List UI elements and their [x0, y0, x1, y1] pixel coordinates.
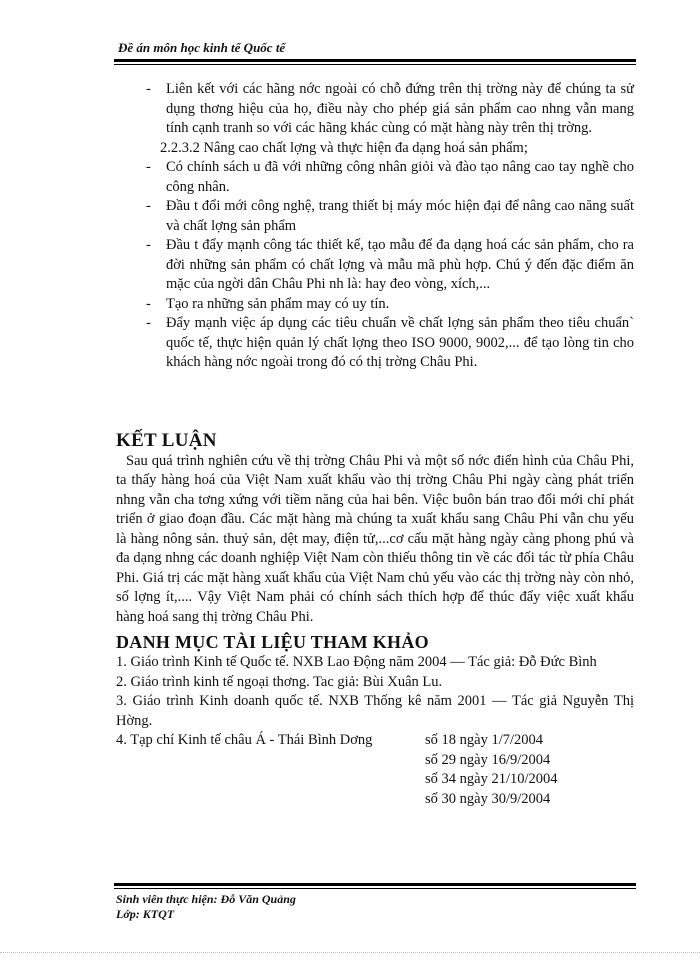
- bullet-text: Đầu t đẩy mạnh công tác thiết kế, tạo mẫu để đa dạng hoá các sản phẩm, cho ra đời những sản phẩm có chất lợng và mẫu mã phù hợp. Chú ý đến đặc điểm ăn mặc của ngời dân Châu Phi nh là: hay đeo vòng, xích,...: [166, 237, 634, 292]
- bullet-item: [116, 236, 634, 295]
- bullet-item: [116, 80, 634, 139]
- footer-author: Sinh viên thực hiện: Đỗ Văn Quảng: [116, 892, 296, 906]
- bullet-dash: -: [146, 295, 151, 312]
- header-rule: [114, 59, 636, 62]
- reference-item: 3. Giáo trình Kinh doanh quốc tế. NXB Thống kê năm 2001 — Tác giả Nguyễn Thị Hờng.: [116, 693, 634, 729]
- page-bottom-dotted-line: [0, 952, 700, 953]
- bullet-text: Đầu t đổi mới công nghệ, trang thiết bị máy móc hiện đại để nâng cao năng suất và chất lợng sản phẩm: [166, 198, 634, 234]
- magazine-issue: số 34 ngày 21/10/2004: [425, 771, 558, 787]
- document-header-title: Đề án môn học kinh tế Quốc tế: [118, 40, 286, 55]
- header-rule-thin: [114, 64, 636, 65]
- bullet-text: Có chính sách u đã với những công nhân giỏi và đào tạo nâng cao tay nghề cho công nhân.: [166, 159, 634, 195]
- references-heading: DANH MỤC TÀI LIỆU THAM KHẢO: [116, 632, 429, 652]
- bullet-text: Liên kết với các hãng nớc ngoài có chỗ đứng trên thị trờng này để chúng ta sử dụng thơng hiệu của họ, điều này cho phép giá sản phẩm cao nhng vẫn mang tính cạnh tranh so với các hãng khác cùng có mặt hàng này trên thị trờng.: [166, 81, 634, 136]
- reference-magazine-row: [116, 790, 634, 810]
- section-subheading: 2.2.3.2 Nâng cao chất lợng và thực hiện đa dạng hoá sản phẩm;: [160, 139, 528, 156]
- reference-item: 2. Giáo trình kinh tế ngoại thơng. Tac giả: Bùi Xuân Lu.: [116, 673, 443, 690]
- bullet-text: Đẩy mạnh việc áp dụng các tiêu chuẩn về chất lợng sản phẩm theo tiêu chuẩn` quốc tế, thực hiện quản lý chất lợng theo ISO 9000, 9002,... để tạo lòng tin cho khách hàng nớc ngoài trong đó có thị trờng Châu Phi.: [166, 315, 634, 370]
- reference-item: 1. Giáo trình Kinh tế Quốc tế. NXB Lao Động năm 2004 — Tác giả: Đỗ Đức Bình: [116, 654, 597, 670]
- reference-magazine-row: [116, 751, 634, 771]
- footer-class: Lớp: KTQT: [116, 907, 175, 921]
- bullet-item: [116, 295, 634, 315]
- bullet-item: [116, 314, 634, 373]
- bullet-dash: -: [146, 237, 151, 253]
- conclusion-heading: KẾT LUẬN: [116, 429, 217, 451]
- reference-magazine-row: [116, 770, 634, 790]
- magazine-issue: số 30 ngày 30/9/2004: [425, 790, 551, 807]
- bullet-item: [116, 158, 634, 197]
- bullet-dash: -: [146, 81, 151, 97]
- footer-rule-thin: [114, 888, 636, 889]
- bullet-dash: -: [146, 159, 151, 175]
- footer-rule: [114, 883, 636, 886]
- page-body: [116, 80, 634, 809]
- bullet-dash: -: [146, 315, 151, 331]
- bullet-item: [116, 197, 634, 236]
- magazine-issue: số 18 ngày 1/7/2004: [425, 732, 544, 748]
- conclusion-paragraph: Sau quá trình nghiên cứu về thị trờng Châu Phi và một số nớc điển hình của Châu Phi, ta thấy hàng hoá của Việt Nam xuất khẩu vào thị trờng Châu Phi ngày càng phát triển nhng vẫn cha tơng xứng với tiềm năng của hai bên. Việc buôn bán trao đổi mới chỉ phát triển ở giao đoạn đầu. Các mặt hàng mà chúng ta xuất khẩu sang Châu Phi vẫn chu yếu là hàng nông sản. thuỷ sản, dệt may, điện tử,...cơ cấu mặt hàng ngày càng phong phú và đa dạng nhng các doanh nghiệp Việt Nam còn thiếu thông tin về các đối tác từ phía Châu Phi. Giá trị các mặt hàng xuất khẩu của Việt Nam chủ yếu vào các thị trờng này còn nhỏ, số lợng ít,.... Vậy Việt Nam phải có chính sách thích hợp để thúc đẩy việc xuất khẩu hàng hoá sang thị trờng Châu Phi.: [116, 452, 634, 625]
- reference-magazine-label: 4. Tạp chí Kinh tế châu Á - Thái Bình Dơng: [116, 732, 373, 748]
- reference-magazine-row: [116, 731, 634, 751]
- magazine-issue: số 29 ngày 16/9/2004: [425, 751, 551, 768]
- bullet-text: Tạo ra những sản phẩm may có uy tín.: [166, 295, 390, 312]
- bullet-dash: -: [146, 198, 151, 214]
